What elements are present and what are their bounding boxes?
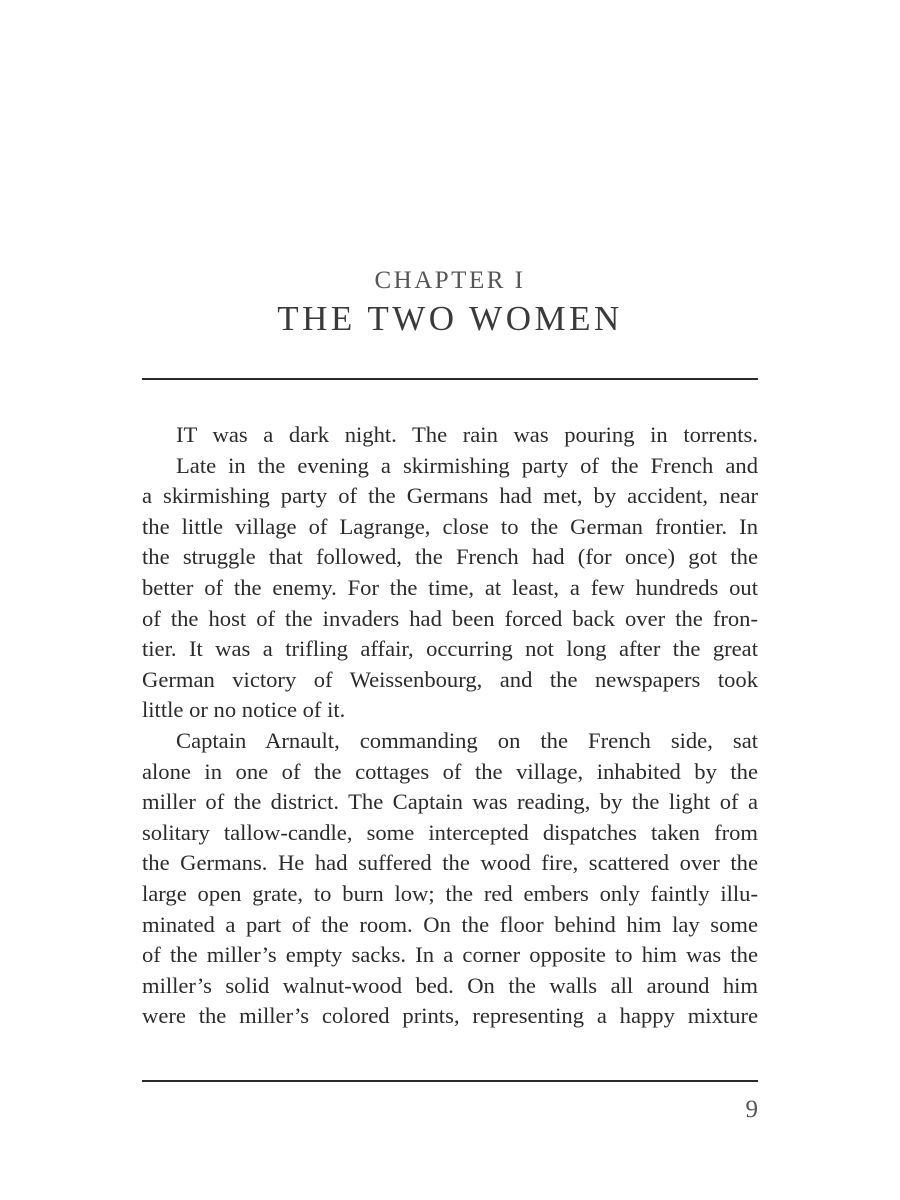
text-line: the little village of Lagrange, close to the German frontier. In — [142, 513, 758, 539]
body-text — [142, 420, 758, 1032]
bottom-rule — [142, 1080, 758, 1082]
text-line: solitary tallow-candle, some intercepted dispatches taken from — [142, 819, 758, 845]
chapter-title: THE TWO WOMEN — [277, 299, 623, 338]
chapter-label: CHAPTER I — [374, 267, 526, 294]
text-line: of the miller’s empty sacks. In a corner opposite to him was the — [142, 942, 758, 968]
text-line: a skirmishing party of the Germans had met, by accident, near — [142, 483, 758, 509]
text-line: tier. It was a trifling affair, occurring not long after the great — [142, 636, 758, 662]
text-line: Captain Arnault, commanding on the French side, sat — [176, 727, 758, 753]
text-line: minated a part of the room. On the floor behind him lay some — [142, 911, 758, 937]
text-line: were the miller’s colored prints, representing a happy mixture — [142, 1003, 758, 1029]
text-line: the struggle that followed, the French had (for once) got the — [142, 544, 758, 570]
text-line: alone in one of the cottages of the village, inhabited by the — [142, 758, 758, 784]
text-line: better of the enemy. For the time, at least, a few hundreds out — [142, 574, 758, 600]
page-number: 9 — [745, 1096, 758, 1123]
text-line: IT was a dark night. The rain was pouring in torrents. — [176, 422, 758, 447]
text-line: miller’s solid walnut-wood bed. On the walls all around him — [142, 972, 758, 998]
text-line: little or no notice of it. — [142, 697, 346, 723]
text-line: miller of the district. The Captain was reading, by the light of a — [142, 789, 758, 815]
top-rule — [142, 378, 758, 380]
text-line: large open grate, to burn low; the red embers only faintly illu- — [142, 880, 758, 906]
text-line: German victory of Weissenbourg, and the newspapers took — [142, 666, 758, 692]
text-line: Late in the evening a skirmishing party of the French and — [176, 452, 758, 478]
text-line: of the host of the invaders had been forced back over the fron- — [142, 605, 758, 631]
text-line: the Germans. He had suffered the wood fire, scattered over the — [142, 850, 758, 876]
